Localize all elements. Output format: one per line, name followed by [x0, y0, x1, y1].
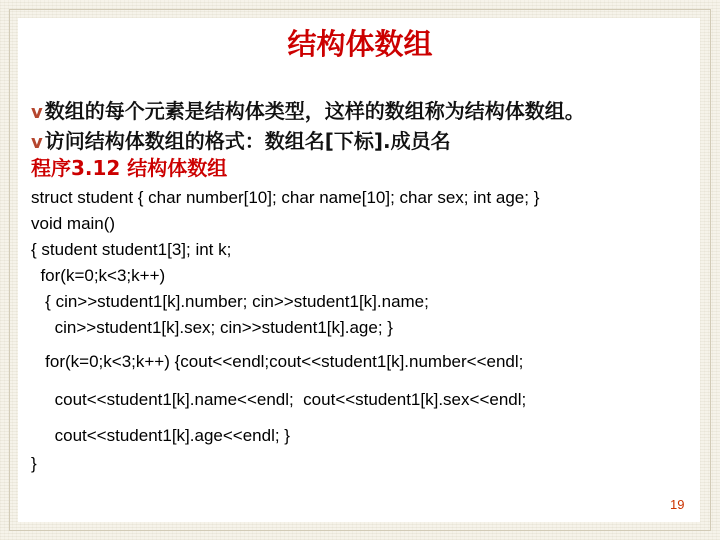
bullet-item-access-format — [31, 125, 451, 154]
code-line: { student student1[3]; int k; — [31, 240, 232, 259]
code-line: cin>>student1[k].sex; cin>>student1[k].age; } — [31, 318, 393, 337]
v-bullet-icon: v — [31, 132, 43, 153]
code-line: cout<<student1[k].age<<endl; } — [31, 426, 290, 445]
code-line: { cin>>student1[k].number; cin>>student1[k].name; — [31, 292, 429, 311]
bullet-item-definition — [31, 95, 585, 124]
program-caption: 程序3.12 结构体数组 — [31, 156, 228, 180]
code-line: for(k=0;k<3;k++) {cout<<endl;cout<<student1[k].number<<endl; — [31, 352, 524, 371]
bullet-text: 数组的每个元素是结构体类型，这样的数组称为结构体数组。 — [44, 99, 585, 123]
code-line: } — [31, 454, 37, 473]
code-line: struct student { char number[10]; char name[10]; char sex; int age; } — [31, 188, 540, 207]
slide-title: 结构体数组 — [287, 27, 433, 61]
bullet-text: 访问结构体数组的格式：数组名[下标].成员名 — [44, 129, 451, 153]
page-number: 19 — [670, 497, 685, 512]
code-line: void main() — [31, 214, 116, 233]
code-line: cout<<student1[k].name<<endl; cout<<student1[k].sex<<endl; — [31, 390, 527, 409]
code-line: for(k=0;k<3;k++) — [31, 266, 166, 285]
v-bullet-icon: v — [31, 102, 43, 123]
